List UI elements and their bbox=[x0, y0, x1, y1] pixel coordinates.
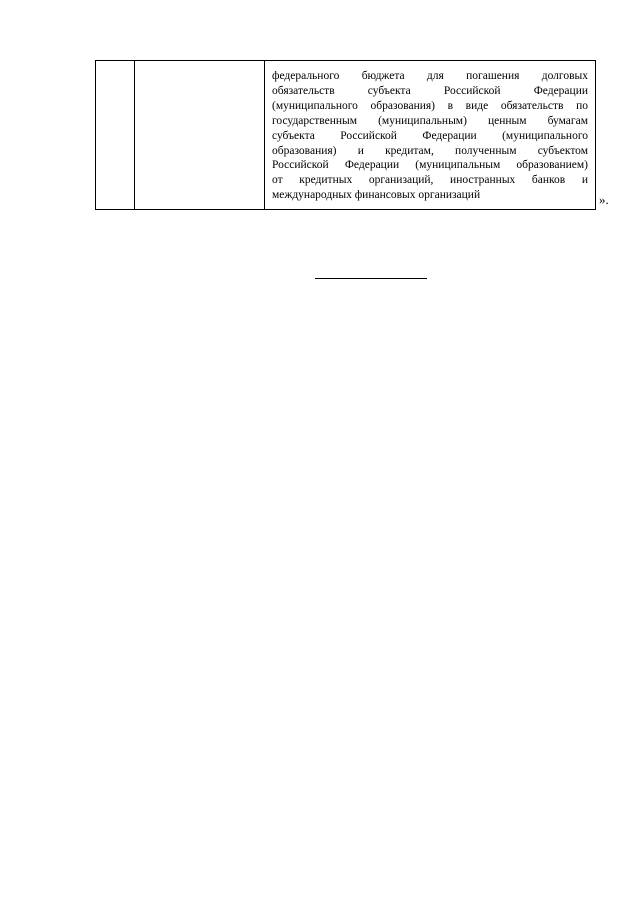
description-line: (муниципального образования) в виде обязательств по bbox=[272, 99, 588, 112]
description-line: от кредитных организаций, иностранных банков и bbox=[272, 174, 588, 187]
description-line: Российской Федерации (муниципальным образованием) bbox=[272, 159, 588, 172]
table-cell-description bbox=[265, 61, 596, 210]
description-text bbox=[265, 61, 595, 203]
continuation-table bbox=[95, 60, 596, 210]
description-line: международных финансовых организаций bbox=[272, 189, 481, 202]
description-line: федерального бюджета для погашения долговых bbox=[272, 70, 588, 82]
end-of-document-rule bbox=[315, 278, 427, 279]
table-cell-number bbox=[96, 61, 135, 210]
description-line: образования) и кредитам, полученным субъектом bbox=[272, 144, 588, 157]
description-line: обязательств субъекта Российской Федерации bbox=[272, 84, 588, 97]
table-row bbox=[96, 61, 596, 210]
table-cell-code bbox=[135, 61, 265, 210]
description-line: субъекта Российской Федерации (муниципального bbox=[272, 129, 588, 142]
closing-quote: ». bbox=[599, 192, 609, 207]
description-line: государственным (муниципальным) ценным бумагам bbox=[272, 114, 588, 127]
